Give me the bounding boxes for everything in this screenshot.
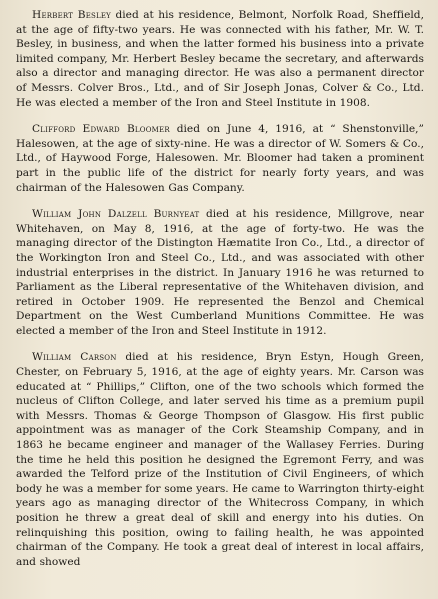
obituary-paragraph	[16, 122, 424, 195]
obituary-name: Herbert Besley	[32, 9, 111, 21]
obituary-entry	[16, 350, 424, 569]
obituary-text: died on June 4, 1916, at “ Shenstonville,” Halesowen, at the age of sixty-nine. He was a director of W. Somers & Co., Ltd., of Haywood Forge, Halesowen. Mr. Bloomer had taken a prominent part in the public life of the district for nearly forty years, and was chairman of the Halesowen Gas Company.	[16, 123, 424, 194]
obituary-name: William John Dalzell Burnyeat	[32, 208, 200, 221]
obituary-name: Clifford Edward Bloomer	[32, 123, 170, 136]
obituary-paragraph	[16, 350, 424, 569]
obituary-text: died at his residence, Bryn Estyn, Hough Green, Chester, on February 5, 1916, at the age of eighty years. Mr. Carson was educated at “ Phillips,” Clifton, one of the two schools which formed the nucleus of Clifton College, and later served his time as a premium pupil with Messrs. Thomas & George Thompson of Glasgow. His first public appointment was as manager of the Cork Steamship Company, and in 1863 he became engineer and manager of the Wallasey Ferries. During the time he held this position he designed the Egremont Ferry, and was awarded the Telford prize of the Institution of Civil Engineers, of which body he was a member for some years. He came to Warrington thirty-eight years ago as managing director of the Whitecross Company, in which position he threw a great deal of skill and energy into his duties. On relinquishing this position, owing to failing health, he was appointed chairman of the Company. He took a great deal of interest in local affairs, and showed	[16, 351, 424, 568]
obituary-paragraph	[16, 207, 424, 338]
obituary-entry	[16, 122, 424, 195]
obituary-entry	[16, 207, 424, 338]
obituary-name: William Carson	[32, 351, 117, 364]
obituary-entry	[16, 8, 424, 110]
obituary-text: died at his residence, Belmont, Norfolk Road, Sheffield, at the age of fifty-two years. He was connected with his father, Mr. W. T. Besley, in business, and when the latter formed his business into a private limited company, Mr. Herbert Besley became the secretary, and afterwards also a director and managing director. He was also a permanent director of Messrs. Colver Bros., Ltd., and of Sir Joseph Jonas, Colver & Co., Ltd. He was elected a member of the Iron and Steel Institute in 1908.	[16, 9, 424, 109]
obituary-text: died at his residence, Millgrove, near Whitehaven, on May 8, 1916, at the age of forty-two. He was the managing director of the Distington Hæmatite Iron Co., Ltd., a director of the Workington Iron and Steel Co., Ltd., and was associated with other industrial enterprises in the district. In January 1916 he was returned to Parliament as the Liberal representative of the Whitehaven division, and retired in October 1909. He represented the Benzol and Chemical Department on the West Cumberland Munitions Committee. He was elected a member of the Iron and Steel Institute in 1912.	[16, 208, 424, 337]
obituary-paragraph	[16, 8, 424, 110]
